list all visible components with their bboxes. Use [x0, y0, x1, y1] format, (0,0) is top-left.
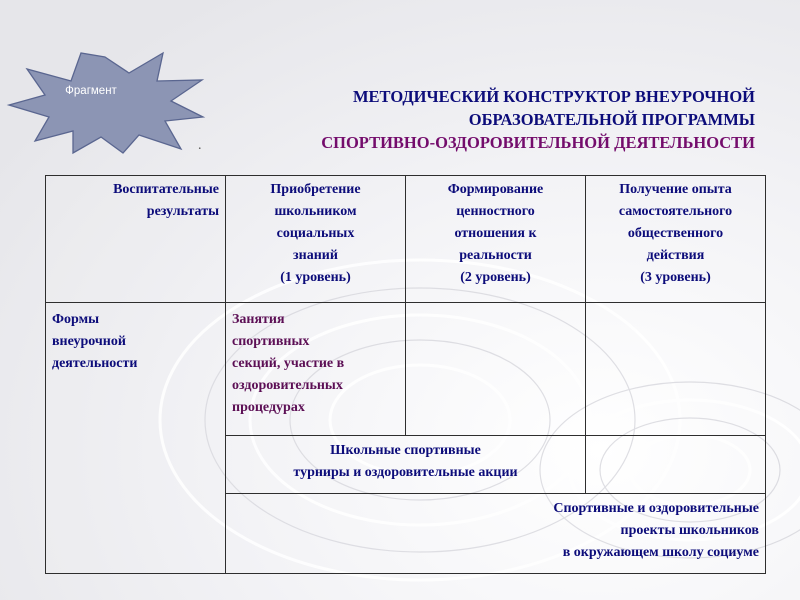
header-cell-level-1: Приобретение школьником социальных знаний (1 уровень)	[226, 176, 406, 303]
header-cell-level-3: Получение опыта самостоятельного общественного действия (3 уровень)	[586, 176, 766, 303]
sections-cell: Занятия спортивных секций, участие в оздоровительных процедурах	[226, 303, 406, 436]
table-header-row	[46, 176, 766, 303]
empty-cell-level-2	[406, 303, 586, 436]
title-line-2: ОБРАЗОВАТЕЛЬНОЙ ПРОГРАММЫ	[468, 110, 755, 129]
header-cell-results: Воспитательные результаты	[46, 176, 226, 303]
empty-cell-level-3	[586, 303, 766, 436]
tournaments-cell: Школьные спортивные турниры и оздоровительные акции	[226, 436, 586, 494]
empty-cell-tournaments-level-3	[586, 436, 766, 494]
fragment-starburst-badge	[5, 45, 210, 155]
forms-label-cell: Формы внеурочной деятельности	[46, 303, 226, 574]
bullet-dot: .	[198, 138, 202, 153]
title-line-3: СПОРТИВНО-ОЗДОРОВИТЕЛЬНОЙ ДЕЯТЕЛЬНОСТИ	[321, 133, 755, 152]
page-title	[195, 85, 755, 154]
table-row-sections	[46, 303, 766, 436]
title-line-1: МЕТОДИЧЕСКИЙ КОНСТРУКТОР ВНЕУРОЧНОЙ	[352, 87, 755, 106]
fragment-label: Фрагмент	[65, 85, 117, 97]
constructor-table	[45, 175, 766, 574]
projects-cell: Спортивные и оздоровительные проекты школьников в окружающем школу социуме	[226, 494, 766, 574]
header-cell-level-2: Формирование ценностного отношения к реальности (2 уровень)	[406, 176, 586, 303]
